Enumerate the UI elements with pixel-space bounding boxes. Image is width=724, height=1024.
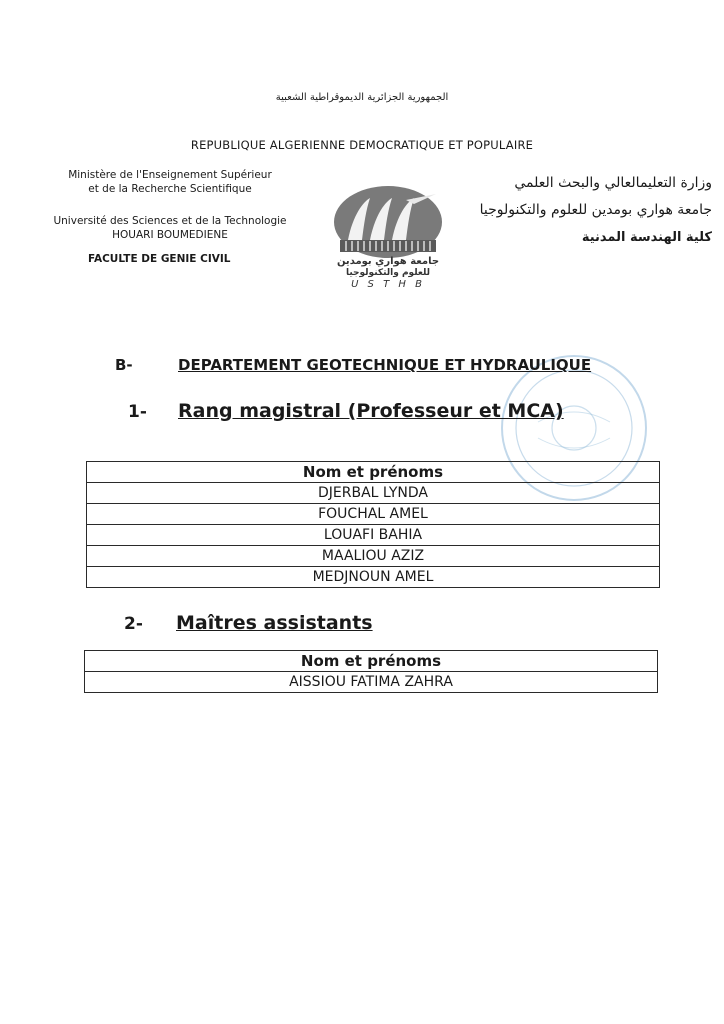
republique-heading: REPUBLIQUE ALGERIENNE DEMOCRATIQUE ET POPULAIRE bbox=[190, 138, 534, 152]
group-2-title: Maîtres assistants bbox=[176, 612, 373, 634]
section-title: DEPARTEMENT GEOTECHNIQUE ET HYDRAULIQUE bbox=[178, 356, 592, 374]
staff-name-cell: AISSIOU FATIMA ZAHRA bbox=[85, 672, 658, 693]
staff-name-cell: FOUCHAL AMEL bbox=[87, 504, 660, 525]
institution-right-block-arabic bbox=[462, 170, 712, 251]
faculte-label: FACULTE DE GENIE CIVIL bbox=[88, 253, 231, 265]
group-2-number: 2- bbox=[124, 614, 143, 634]
column-header-nom: Nom et prénoms bbox=[87, 462, 660, 483]
staff-name-cell: LOUAFI BAHIA bbox=[87, 525, 660, 546]
section-letter: B- bbox=[115, 356, 133, 374]
staff-name-cell: DJERBAL LYNDA bbox=[87, 483, 660, 504]
maitres-assistants-table bbox=[84, 650, 658, 693]
arabic-ministry-line: وزارة التعليمالعالي والبحث العلمي bbox=[514, 175, 712, 191]
logo-arabic-line-2: للعلوم والتكنولوجيا bbox=[345, 268, 431, 278]
group-1-number: 1- bbox=[128, 402, 147, 422]
table-header-row bbox=[85, 651, 658, 672]
column-header-nom: Nom et prénoms bbox=[85, 651, 658, 672]
staff-name-cell: MEDJNOUN AMEL bbox=[87, 567, 660, 588]
arabic-university-line: جامعة هواري بومدين للعلوم والتكنولوجيا bbox=[479, 202, 712, 218]
group-1-title: Rang magistral (Professeur et MCA) bbox=[178, 400, 564, 422]
rang-magistral-table bbox=[86, 461, 660, 588]
logo-acronym: U S T H B bbox=[351, 279, 425, 290]
table-row bbox=[87, 483, 660, 504]
table-row bbox=[87, 504, 660, 525]
ministere-line-2: et de la Recherche Scientifique bbox=[88, 183, 252, 195]
arabic-faculty-line: كلية الهندسة المدنية bbox=[581, 230, 712, 245]
universite-line-2: HOUARI BOUMEDIENE bbox=[112, 229, 228, 241]
usthb-logo-graphic bbox=[318, 180, 458, 290]
table-row bbox=[87, 525, 660, 546]
table-header-row bbox=[87, 462, 660, 483]
usthb-logo bbox=[318, 180, 458, 290]
table-row bbox=[87, 567, 660, 588]
table-row bbox=[85, 672, 658, 693]
universite-line-1: Université des Sciences et de la Technologie bbox=[53, 215, 287, 227]
institution-left-block bbox=[40, 168, 300, 266]
logo-arabic-line-1: جامعة هواري بومدين bbox=[336, 256, 440, 267]
table-row bbox=[87, 546, 660, 567]
ministere-line-1: Ministère de l'Enseignement Supérieur bbox=[68, 169, 272, 181]
staff-name-cell: MAALIOU AZIZ bbox=[87, 546, 660, 567]
arabic-republic-heading: الجمهورية الجزائرية الديموقراطية الشعبية bbox=[275, 92, 449, 103]
